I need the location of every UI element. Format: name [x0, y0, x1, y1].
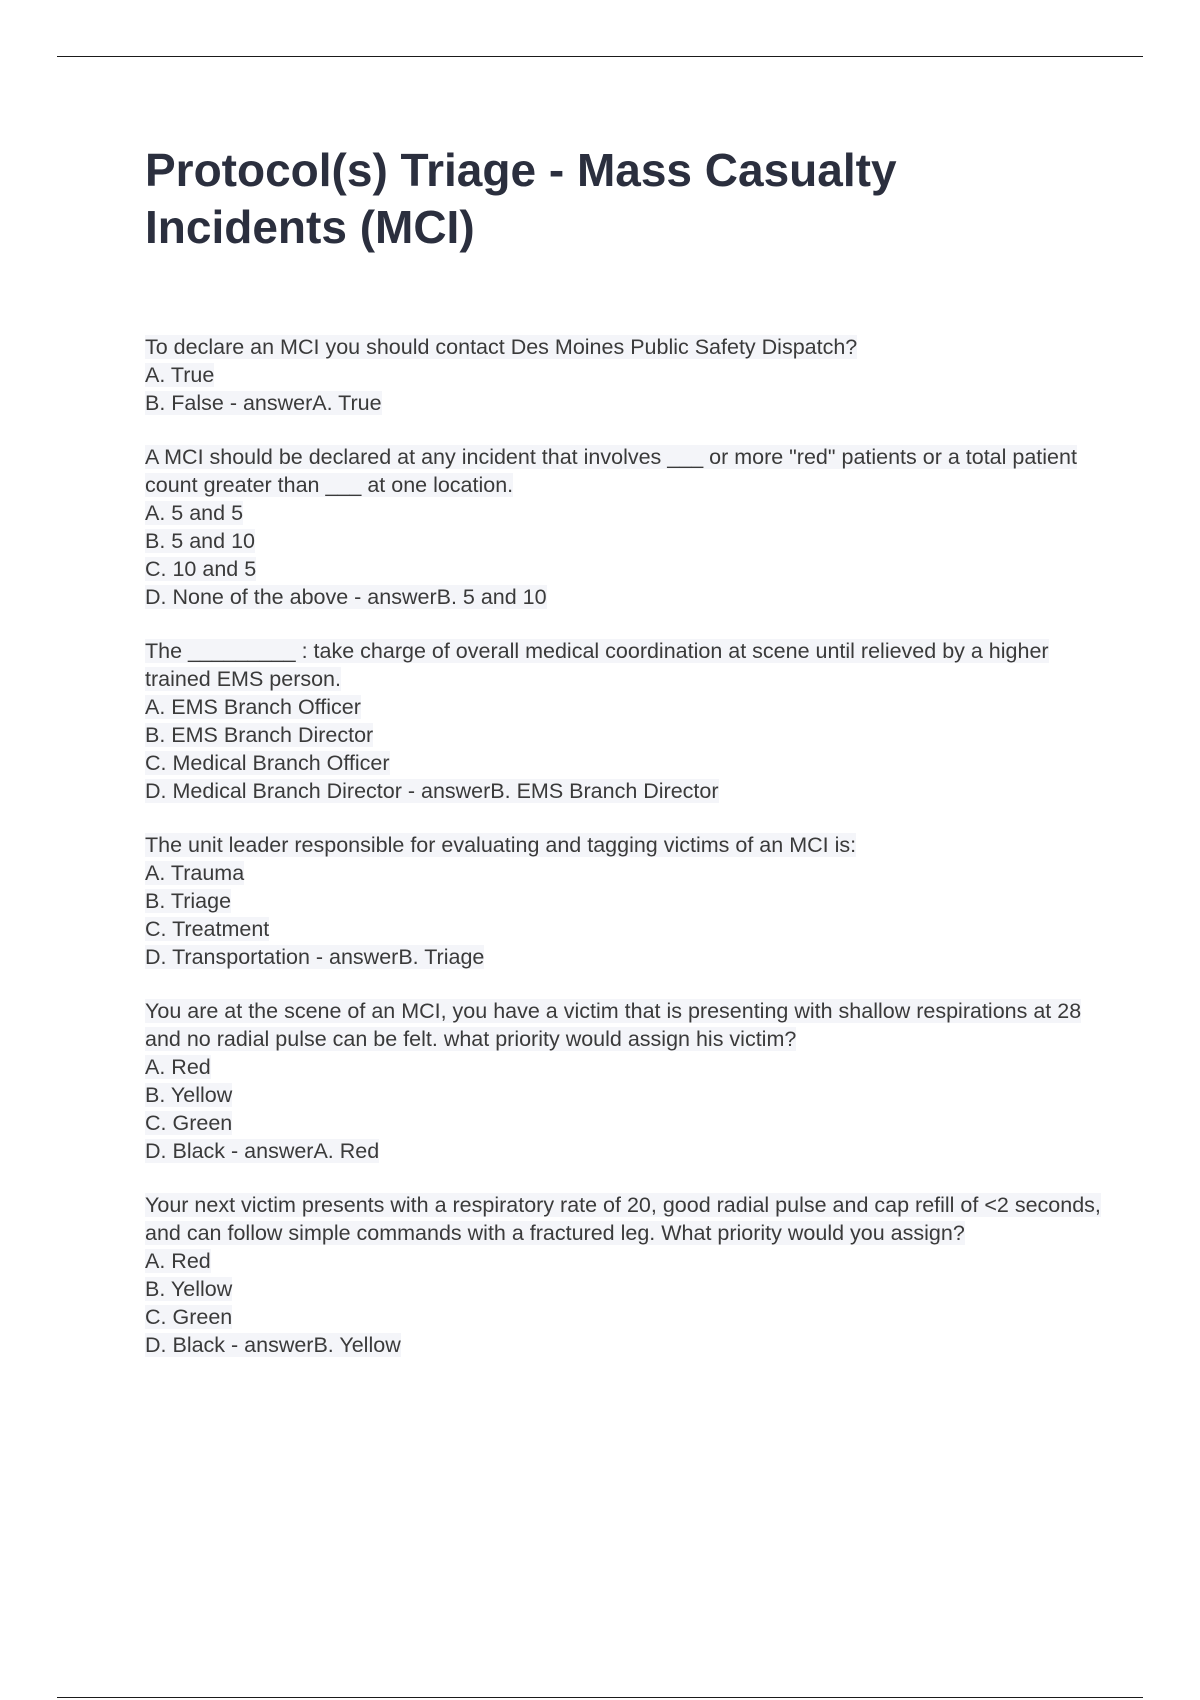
question-block-4 — [145, 831, 1105, 971]
answer-option: C. Medical Branch Officer — [145, 751, 390, 775]
document-body — [145, 142, 1105, 1385]
answer-option: C. Treatment — [145, 917, 270, 941]
question-block-6 — [145, 1191, 1105, 1359]
question-text: The unit leader responsible for evaluating and tagging victims of an MCI is: — [145, 833, 857, 857]
question-block-2 — [145, 443, 1105, 611]
answer-option: D. Black - answerA. Red — [145, 1139, 380, 1163]
answer-option: B. Triage — [145, 889, 232, 913]
answer-option: A. Red — [145, 1249, 211, 1273]
question-text: A MCI should be declared at any incident that involves ___ or more "red" patients or a total patient count greater than ___ at one location. — [145, 445, 1077, 497]
answer-option: C. 10 and 5 — [145, 557, 257, 581]
document-title: Protocol(s) Triage - Mass Casualty Incidents (MCI) — [145, 144, 897, 253]
answer-option: C. Green — [145, 1111, 233, 1135]
answer-option: B. EMS Branch Director — [145, 723, 374, 747]
question-text: Your next victim presents with a respiratory rate of 20, good radial pulse and cap refill of <2 seconds, and can follow simple commands with a fractured leg. What priority would you assign? — [145, 1193, 1101, 1245]
answer-option: B. 5 and 10 — [145, 529, 255, 553]
question-text: To declare an MCI you should contact Des Moines Public Safety Dispatch? — [145, 335, 858, 359]
answer-option: D. Medical Branch Director - answerB. EMS Branch Director — [145, 779, 719, 803]
top-rule — [57, 56, 1143, 57]
question-text: The _________ : take charge of overall medical coordination at scene until relieved by a higher trained EMS person. — [145, 639, 1049, 691]
question-text: You are at the scene of an MCI, you have a victim that is presenting with shallow respirations at 28 and no radial pulse can be felt. what priority would assign his victim? — [145, 999, 1082, 1051]
question-list — [145, 333, 1105, 1359]
answer-option: A. EMS Branch Officer — [145, 695, 361, 719]
question-block-3 — [145, 637, 1105, 805]
answer-option: B. Yellow — [145, 1277, 233, 1301]
bottom-rule — [57, 1697, 1143, 1698]
question-block-1 — [145, 333, 1105, 417]
answer-option: B. Yellow — [145, 1083, 233, 1107]
answer-option: B. False - answerA. True — [145, 391, 382, 415]
answer-option: C. Green — [145, 1305, 233, 1329]
answer-option: A. Red — [145, 1055, 211, 1079]
answer-option: A. True — [145, 363, 215, 387]
answer-option: D. Transportation - answerB. Triage — [145, 945, 485, 969]
question-block-5 — [145, 997, 1105, 1165]
answer-option: A. Trauma — [145, 861, 245, 885]
answer-option: D. None of the above - answerB. 5 and 10 — [145, 585, 547, 609]
answer-option: D. Black - answerB. Yellow — [145, 1333, 401, 1357]
answer-option: A. 5 and 5 — [145, 501, 244, 525]
